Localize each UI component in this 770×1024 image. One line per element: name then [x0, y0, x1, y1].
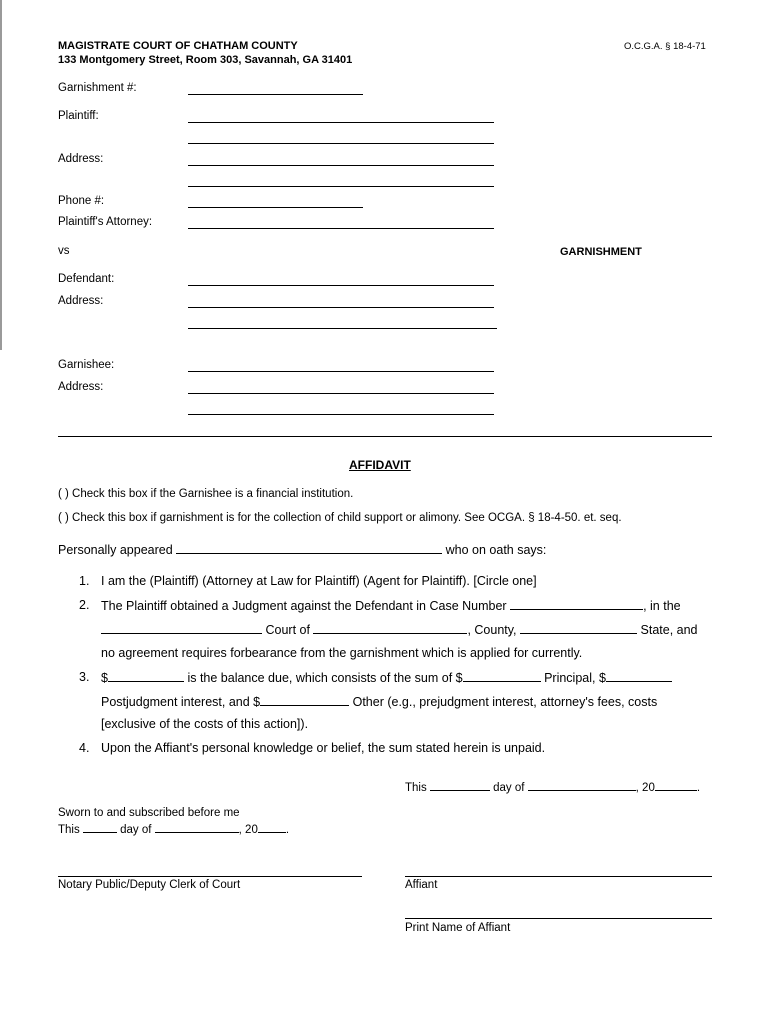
affiant-label: Affiant — [405, 879, 438, 891]
item-3-text-d: Postjudgment interest, and $ — [101, 695, 261, 709]
case-number-field[interactable] — [510, 598, 643, 610]
defendant-address-field-2[interactable] — [188, 328, 497, 329]
court-name: MAGISTRATE COURT OF CHATHAM COUNTY — [58, 40, 298, 52]
plaintiff-attorney-field[interactable] — [188, 228, 494, 229]
date-year-prefix: , 20 — [635, 782, 655, 794]
personally-appeared-label: Personally appeared — [58, 543, 173, 557]
date-this-label: This — [405, 782, 427, 794]
defendant-address-field[interactable] — [188, 307, 494, 308]
scan-edge-mark — [0, 0, 2, 350]
item-2-text-e: State, and — [640, 623, 698, 637]
item-2-text-d: , County, — [467, 623, 517, 637]
item-4-text: Upon the Affiant's personal knowledge or belief, the sum stated herein is unpaid. — [101, 741, 546, 755]
financial-institution-checkbox[interactable]: ( ) Check this box if the Garnishee is a financial institution. — [58, 488, 354, 500]
sworn-this-label: This — [58, 824, 80, 836]
item-3-text-e: Other (e.g., prejudgment interest, attorney's fees, costs — [352, 695, 658, 709]
plaintiff-address-field-2[interactable] — [188, 186, 494, 187]
item-2-text-c: Court of — [265, 623, 310, 637]
sworn-year-prefix: , 20 — [238, 824, 258, 836]
sworn-year-field[interactable] — [258, 821, 286, 833]
other-amount-field[interactable] — [260, 694, 349, 706]
date-day-of-label: day of — [493, 782, 525, 794]
sworn-period: . — [285, 824, 290, 836]
garnishee-address-field[interactable] — [188, 393, 494, 394]
court-type-field[interactable] — [101, 622, 262, 634]
document-type: GARNISHMENT — [560, 246, 642, 258]
child-support-checkbox[interactable]: ( ) Check this box if garnishment is for the collection of child support or alimony. See OCGA. § 18-4-50. et. seq. — [58, 512, 622, 524]
plaintiff-field-2[interactable] — [188, 143, 494, 144]
garnishment-number-field[interactable] — [188, 94, 363, 95]
section-divider — [58, 436, 712, 437]
item-number: 4. — [79, 741, 90, 755]
defendant-field[interactable] — [188, 285, 494, 286]
year-field[interactable] — [655, 779, 697, 791]
plaintiff-attorney-label: Plaintiff's Attorney: — [58, 216, 153, 228]
item-1-text: I am the (Plaintiff) (Attorney at Law for Plaintiff) (Agent for Plaintiff). [Circle one] — [101, 574, 537, 588]
item-3-text-b: is the balance due, which consists of the sum of $ — [187, 671, 463, 685]
sworn-statement: Sworn to and subscribed before me — [58, 807, 240, 819]
month-field[interactable] — [528, 779, 636, 791]
state-field[interactable] — [520, 622, 637, 634]
court-address: 133 Montgomery Street, Room 303, Savannah, GA 31401 — [58, 54, 353, 66]
item-3-text-c: Principal, $ — [544, 671, 606, 685]
garnishee-address-label: Address: — [58, 381, 104, 393]
print-name-line[interactable] — [405, 918, 712, 919]
notary-label: Notary Public/Deputy Clerk of Court — [58, 879, 241, 891]
item-3-text-f: [exclusive of the costs of this action]). — [101, 717, 309, 731]
plaintiff-address-label: Address: — [58, 153, 104, 165]
plaintiff-field[interactable] — [188, 122, 494, 123]
phone-label: Phone #: — [58, 195, 105, 207]
sworn-month-field[interactable] — [155, 821, 239, 833]
postjudgment-interest-field[interactable] — [606, 670, 672, 682]
day-field[interactable] — [430, 779, 490, 791]
on-oath-label: who on oath says: — [445, 543, 547, 557]
defendant-label: Defendant: — [58, 273, 115, 285]
item-number: 3. — [79, 670, 90, 684]
balance-due-field[interactable] — [108, 670, 184, 682]
vs-label: vs — [58, 245, 70, 257]
item-3-text-a: $ — [101, 671, 108, 685]
sworn-day-field[interactable] — [83, 821, 117, 833]
item-2-text-b: , in the — [643, 599, 681, 613]
sworn-day-of-label: day of — [120, 824, 152, 836]
principal-field[interactable] — [463, 670, 541, 682]
court-county-field[interactable] — [313, 622, 467, 634]
garnishee-address-field-2[interactable] — [188, 414, 494, 415]
print-name-label: Print Name of Affiant — [405, 922, 511, 934]
plaintiff-address-field[interactable] — [188, 165, 494, 166]
affiant-name-field[interactable] — [176, 542, 442, 554]
item-2-text-a: The Plaintiff obtained a Judgment against the Defendant in Case Number — [101, 599, 507, 613]
date-period: . — [696, 782, 701, 794]
affiant-signature-line[interactable] — [405, 876, 712, 877]
plaintiff-label: Plaintiff: — [58, 110, 99, 122]
notary-signature-line[interactable] — [58, 876, 362, 877]
defendant-address-label: Address: — [58, 295, 104, 307]
garnishee-label: Garnishee: — [58, 359, 115, 371]
garnishee-field[interactable] — [188, 371, 494, 372]
phone-field[interactable] — [188, 207, 363, 208]
affidavit-title: AFFIDAVIT — [349, 458, 411, 472]
garnishment-number-label: Garnishment #: — [58, 82, 137, 94]
item-number: 2. — [79, 598, 90, 612]
statute-code: O.C.G.A. § 18-4-71 — [624, 41, 706, 52]
item-2-text-f: no agreement requires forbearance from the garnishment which is applied for currently. — [101, 646, 583, 660]
item-number: 1. — [79, 574, 90, 588]
